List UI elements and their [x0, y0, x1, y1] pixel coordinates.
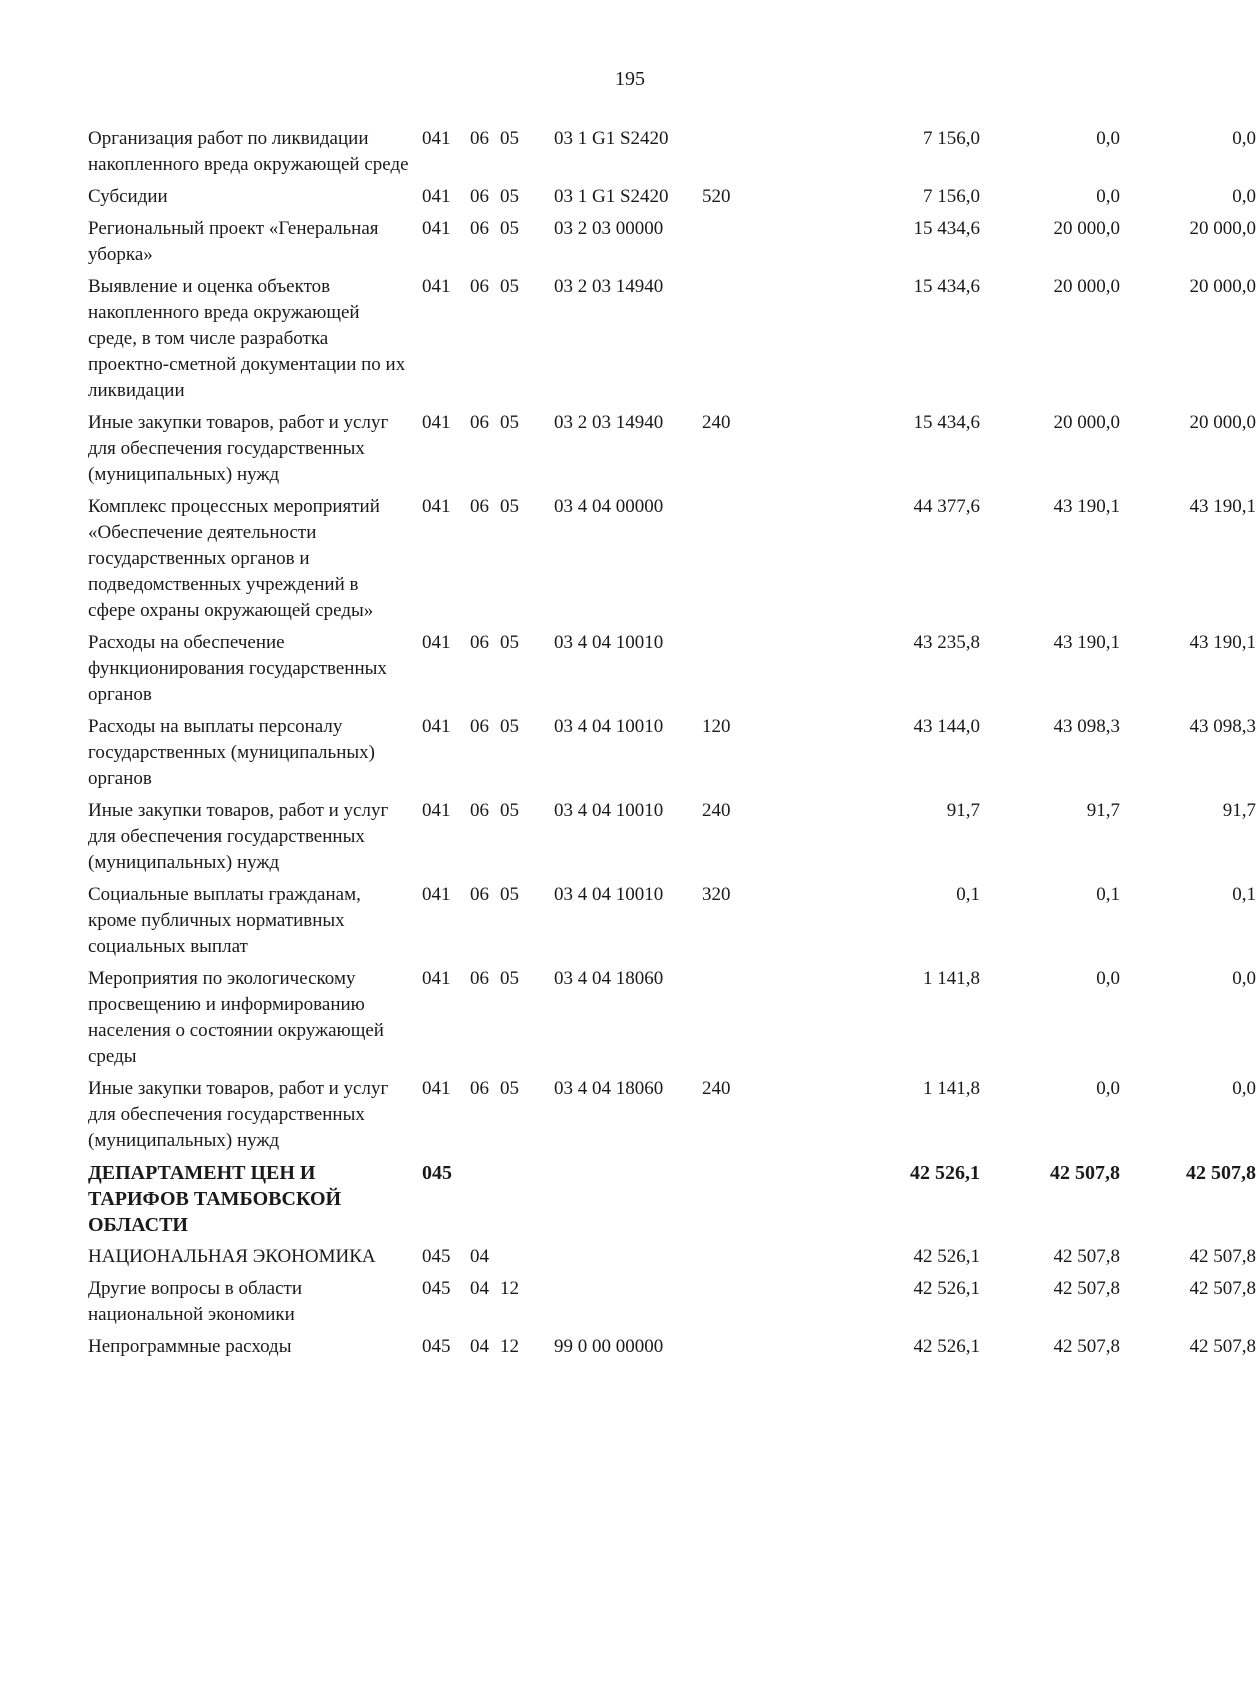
- amount-year-2: 42 507,8: [1050, 1162, 1120, 1184]
- amount-year-2: 20 000,0: [1053, 276, 1120, 297]
- target-item-code: 03 4 04 00000: [554, 496, 664, 517]
- ministry-code: 045: [422, 1162, 452, 1184]
- table-row: [88, 410, 1256, 488]
- section-code: 06: [470, 276, 489, 297]
- amount-year-3: 42 507,8: [1189, 1278, 1256, 1299]
- ministry-code: 041: [422, 128, 451, 149]
- ministry-code: 041: [422, 884, 451, 905]
- row-name: Организация работ по ликвидации накопленного вреда окружающей среде: [88, 128, 409, 175]
- amount-year-3: 42 507,8: [1186, 1162, 1256, 1184]
- ministry-code: 041: [422, 1078, 451, 1099]
- ministry-code: 045: [422, 1278, 451, 1299]
- expense-type-code: 320: [702, 884, 731, 905]
- expense-type-code: 240: [702, 800, 731, 821]
- ministry-code: 041: [422, 968, 451, 989]
- section-code: 04: [470, 1246, 489, 1267]
- table-row: [88, 126, 1256, 178]
- table-row: [88, 216, 1256, 268]
- amount-year-2: 42 507,8: [1053, 1336, 1120, 1357]
- row-name: Непрограммные расходы: [88, 1336, 292, 1357]
- expense-type-code: 120: [702, 716, 731, 737]
- amount-year-2: 0,1: [1096, 884, 1120, 905]
- subsection-code: 05: [500, 632, 519, 653]
- amount-year-3: 43 190,1: [1189, 496, 1256, 517]
- row-name: Субсидии: [88, 186, 168, 207]
- amount-year-1: 43 235,8: [913, 632, 980, 653]
- subsection-code: 05: [500, 412, 519, 433]
- subsection-code: 05: [500, 1078, 519, 1099]
- row-name: Другие вопросы в области национальной экономики: [88, 1278, 303, 1325]
- ministry-code: 041: [422, 800, 451, 821]
- table-row: [88, 630, 1256, 708]
- budget-table: [88, 126, 1256, 1366]
- table-row: [88, 1334, 1256, 1360]
- expense-type-code: 240: [702, 412, 731, 433]
- target-item-code: 03 1 G1 S2420: [554, 128, 669, 149]
- row-name: Расходы на выплаты персоналу государственных (муниципальных) органов: [88, 716, 375, 789]
- table-row: [88, 1160, 1256, 1238]
- amount-year-3: 43 098,3: [1189, 716, 1256, 737]
- table-row: [88, 1276, 1256, 1328]
- subsection-code: 05: [500, 800, 519, 821]
- row-name: Выявление и оценка объектов накопленного вреда окружающей среде, в том числе разработка проектно-сметной документации по их ликвидации: [88, 276, 406, 401]
- target-item-code: 03 4 04 10010: [554, 632, 664, 653]
- section-code: 06: [470, 128, 489, 149]
- table-row: [88, 966, 1256, 1070]
- amount-year-3: 43 190,1: [1189, 632, 1256, 653]
- table-row: [88, 1076, 1256, 1154]
- amount-year-2: 0,0: [1096, 186, 1120, 207]
- target-item-code: 03 4 04 18060: [554, 1078, 664, 1099]
- amount-year-2: 91,7: [1086, 800, 1120, 821]
- amount-year-3: 42 507,8: [1189, 1246, 1256, 1267]
- ministry-code: 041: [422, 276, 451, 297]
- row-name: Комплекс процессных мероприятий «Обеспечение деятельности государственных органов и подведомственных учреждений в сфере охраны окружающей среды»: [88, 496, 380, 621]
- amount-year-2: 0,0: [1096, 968, 1120, 989]
- section-code: 06: [470, 186, 489, 207]
- amount-year-3: 0,1: [1232, 884, 1256, 905]
- amount-year-1: 15 434,6: [913, 218, 980, 239]
- amount-year-1: 42 526,1: [913, 1336, 980, 1357]
- amount-year-1: 0,1: [956, 884, 980, 905]
- amount-year-2: 42 507,8: [1053, 1246, 1120, 1267]
- table-row: [88, 798, 1256, 876]
- section-code: 06: [470, 716, 489, 737]
- table-row: [88, 882, 1256, 960]
- section-code: 06: [470, 968, 489, 989]
- amount-year-1: 7 156,0: [923, 186, 980, 207]
- row-name: Социальные выплаты гражданам, кроме публичных нормативных социальных выплат: [88, 884, 361, 957]
- table-row: [88, 1244, 1256, 1270]
- amount-year-1: 42 526,1: [913, 1278, 980, 1299]
- amount-year-3: 20 000,0: [1189, 276, 1256, 297]
- subsection-code: 05: [500, 884, 519, 905]
- page-number: 195: [615, 68, 645, 90]
- row-name: Региональный проект «Генеральная уборка»: [88, 218, 379, 265]
- amount-year-2: 0,0: [1096, 1078, 1120, 1099]
- amount-year-3: 0,0: [1232, 968, 1256, 989]
- amount-year-1: 15 434,6: [913, 412, 980, 433]
- amount-year-3: 0,0: [1232, 1078, 1256, 1099]
- amount-year-3: 20 000,0: [1189, 412, 1256, 433]
- target-item-code: 03 4 04 10010: [554, 716, 664, 737]
- amount-year-1: 43 144,0: [913, 716, 980, 737]
- target-item-code: 03 2 03 14940: [554, 412, 664, 433]
- target-item-code: 03 4 04 10010: [554, 800, 664, 821]
- ministry-code: 041: [422, 186, 451, 207]
- target-item-code: 03 4 04 18060: [554, 968, 664, 989]
- amount-year-3: 0,0: [1232, 186, 1256, 207]
- amount-year-3: 42 507,8: [1189, 1336, 1256, 1357]
- subsection-code: 05: [500, 218, 519, 239]
- amount-year-1: 44 377,6: [913, 496, 980, 517]
- target-item-code: 03 1 G1 S2420: [554, 186, 669, 207]
- amount-year-1: 1 141,8: [923, 1078, 980, 1099]
- ministry-code: 041: [422, 496, 451, 517]
- row-name: Иные закупки товаров, работ и услуг для обеспечения государственных (муниципальных) нужд: [88, 1078, 389, 1151]
- target-item-code: 99 0 00 00000: [554, 1336, 664, 1357]
- target-item-code: 03 2 03 00000: [554, 218, 664, 239]
- row-name: Иные закупки товаров, работ и услуг для обеспечения государственных (муниципальных) нужд: [88, 412, 389, 485]
- amount-year-3: 0,0: [1232, 128, 1256, 149]
- subsection-code: 12: [500, 1336, 519, 1357]
- row-name: ДЕПАРТАМЕНТ ЦЕН И ТАРИФОВ ТАМБОВСКОЙ ОБЛАСТИ: [88, 1162, 342, 1236]
- target-item-code: 03 4 04 10010: [554, 884, 664, 905]
- row-name: Расходы на обеспечение функционирования государственных органов: [88, 632, 387, 705]
- section-code: 06: [470, 412, 489, 433]
- amount-year-2: 43 190,1: [1053, 496, 1120, 517]
- amount-year-1: 91,7: [946, 800, 980, 821]
- ministry-code: 041: [422, 412, 451, 433]
- amount-year-3: 91,7: [1222, 800, 1256, 821]
- row-name: НАЦИОНАЛЬНАЯ ЭКОНОМИКА: [88, 1246, 376, 1267]
- amount-year-3: 20 000,0: [1189, 218, 1256, 239]
- amount-year-1: 7 156,0: [923, 128, 980, 149]
- ministry-code: 041: [422, 632, 451, 653]
- row-name: Иные закупки товаров, работ и услуг для обеспечения государственных (муниципальных) нужд: [88, 800, 389, 873]
- table-row: [88, 274, 1256, 404]
- ministry-code: 041: [422, 218, 451, 239]
- amount-year-2: 20 000,0: [1053, 218, 1120, 239]
- target-item-code: 03 2 03 14940: [554, 276, 664, 297]
- amount-year-2: 0,0: [1096, 128, 1120, 149]
- section-code: 04: [470, 1336, 489, 1357]
- amount-year-2: 42 507,8: [1053, 1278, 1120, 1299]
- amount-year-1: 15 434,6: [913, 276, 980, 297]
- subsection-code: 12: [500, 1278, 519, 1299]
- expense-type-code: 520: [702, 186, 731, 207]
- subsection-code: 05: [500, 128, 519, 149]
- subsection-code: 05: [500, 968, 519, 989]
- section-code: 06: [470, 800, 489, 821]
- section-code: 06: [470, 218, 489, 239]
- subsection-code: 05: [500, 496, 519, 517]
- section-code: 06: [470, 1078, 489, 1099]
- subsection-code: 05: [500, 186, 519, 207]
- row-name: Мероприятия по экологическому просвещению и информированию населения о состоянии окружающей среды: [88, 968, 384, 1067]
- ministry-code: 041: [422, 716, 451, 737]
- ministry-code: 045: [422, 1246, 451, 1267]
- amount-year-2: 43 098,3: [1053, 716, 1120, 737]
- section-code: 06: [470, 884, 489, 905]
- section-code: 06: [470, 496, 489, 517]
- table-row: [88, 184, 1256, 210]
- amount-year-1: 1 141,8: [923, 968, 980, 989]
- amount-year-1: 42 526,1: [913, 1246, 980, 1267]
- amount-year-1: 42 526,1: [910, 1162, 980, 1184]
- section-code: 06: [470, 632, 489, 653]
- section-code: 04: [470, 1278, 489, 1299]
- subsection-code: 05: [500, 716, 519, 737]
- expense-type-code: 240: [702, 1078, 731, 1099]
- ministry-code: 045: [422, 1336, 451, 1357]
- table-row: [88, 494, 1256, 624]
- amount-year-2: 20 000,0: [1053, 412, 1120, 433]
- table-row: [88, 714, 1256, 792]
- subsection-code: 05: [500, 276, 519, 297]
- amount-year-2: 43 190,1: [1053, 632, 1120, 653]
